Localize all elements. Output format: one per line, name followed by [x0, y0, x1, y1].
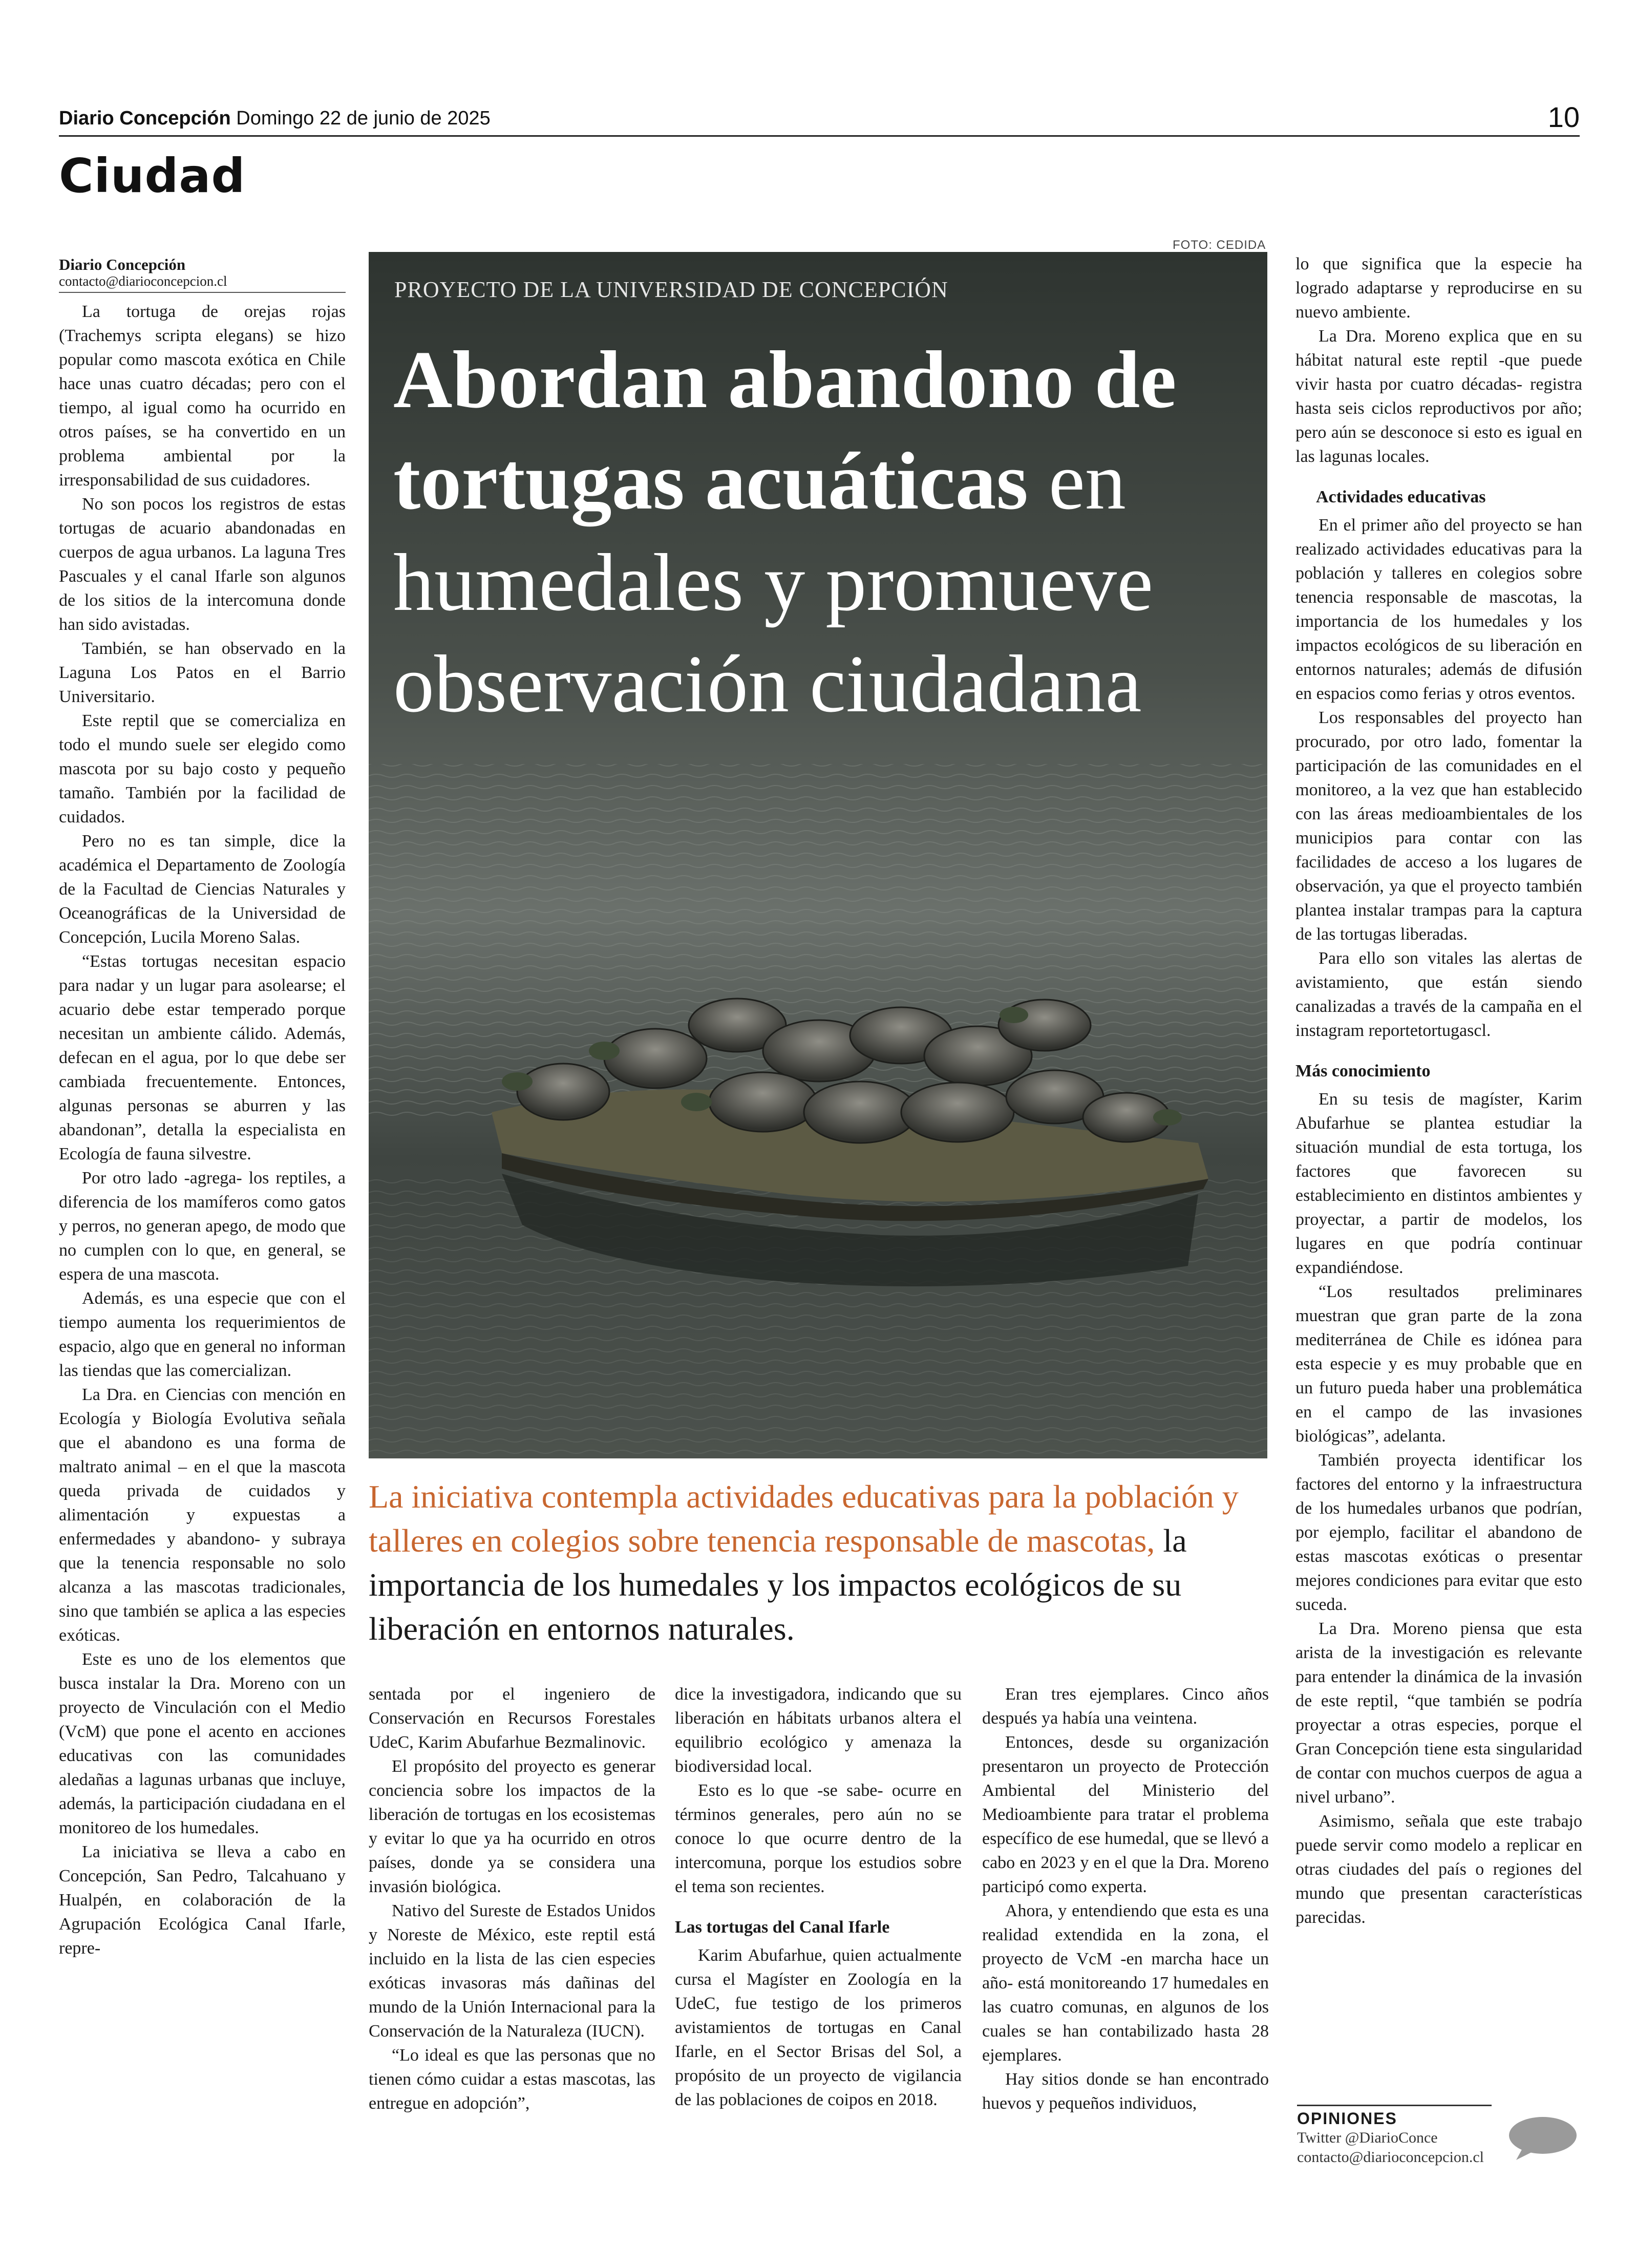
- deck-highlight: La iniciativa contempla actividades educativas para la población y talleres en colegios sobre tenencia responsable de mascotas,: [369, 1478, 1239, 1559]
- article-column-1: [59, 300, 346, 1960]
- paragraph: Hay sitios donde se han encontrado huevos y pequeños individuos,: [982, 2070, 1269, 2113]
- paragraph: Nativo del Sureste de Estados Unidos y Noreste de México, este reptil está incluido en la lista de las cien especies exóticas invasoras más dañinas del mundo de la Unión Internacional para la Conservación de la Naturaleza (IUCN).: [369, 1901, 655, 2041]
- page-header: [59, 101, 1580, 137]
- paragraph: Karim Abufarhue, quien actualmente cursa el Magíster en Zoología en la UdeC, fue testigo de los primeros avistamientos de tortugas en Canal Ifarle, en el Sector Brisas del Sol, a propósito de un proyecto de vigilancia de las poblaciones de coipos en 2018.: [675, 1946, 962, 2109]
- article-column-4: [982, 1682, 1269, 2115]
- section-title: Ciudad: [59, 149, 246, 203]
- paragraph: Pero no es tan simple, dice la académica el Departamento de Zoología de la Facultad de Ciencias Naturales y Oceanográficas de la Universidad de Concepción, Lucila Moreno Salas.: [59, 832, 346, 947]
- issue-date: Domingo 22 de junio de 2025: [236, 108, 491, 129]
- page-number: 10: [1547, 101, 1580, 133]
- paragraph: Este es uno de los elementos que busca instalar la Dra. Moreno con un proyecto de Vinculación con el Medio (VcM) que pone el acento en acciones educativas con las comunidades aledañas a lagunas urbanas que incluye, además, la participación ciudadana en el monitoreo de los humedales.: [59, 1650, 346, 1837]
- paragraph: No son pocos los registros de estas tortugas de acuario abandonadas en cuerpos de agua urbanos. La laguna Tres Pascuales y el canal Ifarle son algunos de los sitios de la intercomuna donde han sido avistadas.: [59, 495, 346, 634]
- paragraph: “Estas tortugas necesitan espacio para nadar y un lugar para asolearse; el acuario debe estar temperado porque necesitan un ambiente cálido. Además, defecan en el agua, por lo que debe ser cambiada frecuentemente. Entonces, algunas personas se aburren y las abandonan”, detalla la especialista en Ecología de fauna silvestre.: [59, 952, 346, 1163]
- paragraph: “Lo ideal es que las personas que no tienen cómo cuidar a estas mascotas, las entregue en adopción”,: [369, 2046, 655, 2113]
- photo-credit: FOTO: CEDIDA: [1173, 238, 1266, 252]
- paragraph: La tortuga de orejas rojas (Trachemys scripta elegans) se hizo popular como mascota exótica en Chile hace unas cuatro décadas; pero con el tiempo, al igual como ha ocurrido en otros países, se ha convertido en un problema ambiental por la irresponsabilidad de sus cuidadores.: [59, 302, 346, 490]
- paragraph: Los responsables del proyecto han procurado, por otro lado, fomentar la participación de las comunidades en el monitoreo, a la vez que han establecido con las áreas medioambientales de los municipios para contar con las facilidades de acceso a los lugares de observación, ya que el proyecto también plantea instalar trampas para la captura de las tortugas liberadas.: [1295, 708, 1582, 944]
- deck: [369, 1475, 1267, 1651]
- paragraph: Ahora, y entendiendo que esta es una realidad extendida en la zona, el proyecto de VcM -en marcha hace un año- está monitoreando 17 humedales en las cuatro comunas, en algunos de los cuales se han contabilizado hasta 28 ejemplares.: [982, 1901, 1269, 2065]
- paragraph: dice la investigadora, indicando que su liberación en hábitats urbanos altera el equilibrio ecológico y amenaza la biodiversidad local.: [675, 1685, 962, 1776]
- article-column-3: [675, 1682, 962, 2112]
- headline-part: tortugas acuáticas: [393, 435, 1028, 526]
- subheading: Las tortugas del Canal Ifarle: [675, 1918, 890, 1937]
- paragraph: En el primer año del proyecto se han realizado actividades educativas para la población y talleres en colegios sobre tenencia responsable de mascotas, la importancia de los humedales y los impactos ecológicos de su liberación en entornos naturales; además de difusión en espacios como ferias y otros eventos.: [1295, 516, 1582, 703]
- paragraph: Además, es una especie que con el tiempo aumenta los requerimientos de espacio, algo que en general no informan las tiendas que las comercializan.: [59, 1289, 346, 1380]
- byline-author: Diario Concepción: [59, 256, 186, 273]
- paragraph: Entonces, desde su organización presentaron un proyecto de Protección Ambiental del Ministerio del Medioambiente para tratar el problema específico de ese humedal, que se llevó a cabo en 2023 y en el que la Dra. Moreno participó como experta.: [982, 1733, 1269, 1896]
- paragraph: También, se han observado en la Laguna Los Patos en el Barrio Universitario.: [59, 639, 346, 706]
- paragraph: “Los resultados preliminares muestran que gran parte de la zona mediterránea de Chile es idónea para esta especie y es muy probable que en un futuro pueda haber una problemática en el campo de las invasiones biológicas”, adelanta.: [1295, 1282, 1582, 1446]
- headline: [393, 329, 1253, 734]
- subheading: Actividades educativas: [1316, 487, 1486, 506]
- opiniones-title: OPINIONES: [1297, 2105, 1492, 2128]
- paragraph: Esto es lo que -se sabe- ocurre en términos generales, pero aún no se conoce lo que ocurre dentro de la intercomuna, porque los estudios sobre el tema son recientes.: [675, 1781, 962, 1896]
- header-rule: [59, 135, 1580, 137]
- paper-name: Diario Concepción: [59, 108, 231, 129]
- paragraph: sentada por el ingeniero de Conservación en Recursos Forestales UdeC, Karim Abufarhue Bezmalinovic.: [369, 1685, 655, 1752]
- article-column-5: [1295, 252, 1582, 1930]
- opiniones-twitter: Twitter @DiarioConce: [1297, 2129, 1438, 2146]
- subheading: Más conocimiento: [1295, 1062, 1431, 1080]
- speech-bubble-icon: [1507, 2115, 1579, 2161]
- opiniones-box: [1297, 2105, 1584, 2167]
- byline: [59, 256, 346, 293]
- paragraph: Eran tres ejemplares. Cinco años después ya había una veintena.: [982, 1685, 1269, 1728]
- headline-part: en: [1028, 435, 1126, 526]
- paragraph: Por otro lado -agrega- los reptiles, a diferencia de los mamíferos como gatos y perros, no generan apego, de modo que no cumplen con lo que, en general, se espera de una mascota.: [59, 1169, 346, 1284]
- headline-part: observación ciudadana: [393, 638, 1142, 729]
- article-column-2: [369, 1682, 655, 2115]
- paragraph: La Dra. en Ciencias con mención en Ecología y Biología Evolutiva señala que el abandono es una forma de maltrato animal – en el que la mascota queda privada de cuidados y alimentación y expuestas a enfermedades y abandono- y subraya que la tenencia responsable no solo alcanza a las mascotas tradicionales, sino que también se aplica a las especies exóticas.: [59, 1385, 346, 1645]
- turtles-photo: [369, 252, 1267, 1458]
- byline-rule: [59, 292, 346, 293]
- byline-email: contacto@diarioconcepcion.cl: [59, 273, 227, 289]
- paragraph: Este reptil que se comercializa en todo el mundo suele ser elegido como mascota por su bajo costo y pequeño tamaño. También por la facilidad de cuidados.: [59, 711, 346, 826]
- photo-kicker: PROYECTO DE LA UNIVERSIDAD DE CONCEPCIÓN: [394, 277, 948, 302]
- headline-part: humedales y promueve: [393, 537, 1153, 628]
- headline-part: Abordan abandono de: [393, 334, 1177, 425]
- paragraph: En su tesis de magíster, Karim Abufarhue se plantea estudiar la situación mundial de esta tortuga, los factores que favorecen su establecimiento en distintos ambientes y proyectar, a partir de modelos, los lugares en que podría continuar expandiéndose.: [1295, 1090, 1582, 1277]
- paragraph: La iniciativa se lleva a cabo en Concepción, San Pedro, Talcahuano y Hualpén, en colaboración de la Agrupación Ecológica Canal Ifarle, repre-: [59, 1842, 346, 1958]
- masthead: [59, 108, 491, 130]
- paragraph: La Dra. Moreno piensa que esta arista de la investigación es relevante para entender la dinámica de la invasión de este reptil, “que también se podría proyectar a otras especies, porque el Gran Concepción tiene esta singularidad de contar con muchos cuerpos de agua a nivel urbano”.: [1295, 1619, 1582, 1807]
- opiniones-email: contacto@diarioconcepcion.cl: [1297, 2149, 1484, 2166]
- paragraph: El propósito del proyecto es generar conciencia sobre los impactos de la liberación de tortugas en los ecosistemas y evitar lo que ya ha ocurrido en otros países, donde ya se considera una invasión biológica.: [369, 1757, 655, 1896]
- deck-rest: la importancia de los humedales y los impactos ecológicos de su liberación en entornos naturales.: [369, 1522, 1187, 1647]
- paragraph: También proyecta identificar los factores del entorno y la infraestructura de los humedales urbanos que podrían, por ejemplo, facilitar el abandono de estas mascotas exóticas o presentar mejores condiciones para evitar que esto suceda.: [1295, 1451, 1582, 1614]
- paragraph: Para ello son vitales las alertas de avistamiento, que están siendo canalizadas a través de la campaña en el instagram reportetortugascl.: [1295, 949, 1582, 1040]
- paragraph: lo que significa que la especie ha logrado adaptarse y reproducirse en su nuevo ambiente.: [1295, 255, 1582, 322]
- paragraph: La Dra. Moreno explica que en su hábitat natural este reptil -que puede vivir hasta por cuatro décadas- registra hasta seis ciclos reproductivos por año; pero aún se desconoce si esto es igual en las lagunas locales.: [1295, 327, 1582, 466]
- paragraph: Asimismo, señala que este trabajo puede servir como modelo a replicar en otras ciudades del país o regiones del mundo que presentan características parecidas.: [1295, 1812, 1582, 1927]
